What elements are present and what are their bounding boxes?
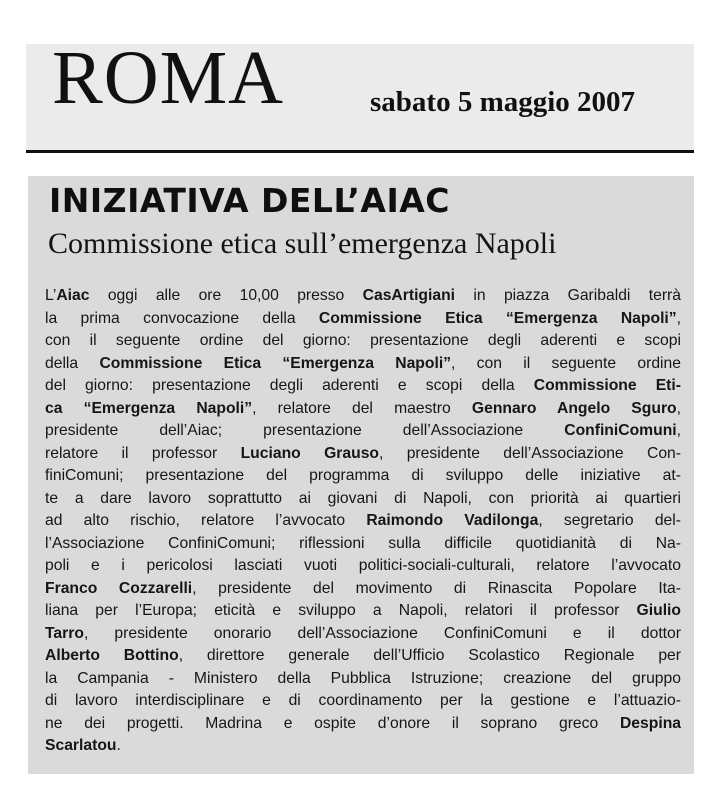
body-line — [45, 285, 681, 308]
body-run: della — [45, 354, 100, 372]
body-line — [45, 668, 681, 691]
body-run-bold: Franco Cozzarelli — [45, 579, 193, 597]
body-run: la prima convocazione della — [45, 309, 319, 327]
body-line — [45, 713, 681, 736]
body-run: oggi alle ore 10,00 presso — [89, 287, 363, 304]
body-line — [45, 735, 681, 758]
body-run-bold: Commissione Etica “Emergenza Napoli” — [318, 309, 677, 327]
body-run: in piazza Garibaldi terrà — [455, 287, 682, 304]
body-line — [45, 488, 681, 511]
body-run: l’Associazione ConfiniComuni; riflessioni sulla difficile quotidianità di Na- — [45, 534, 681, 552]
article-kicker: INIZIATIVA DELL’AIAC — [49, 181, 450, 220]
body-line — [45, 398, 681, 421]
body-run-bold: Aiac — [56, 287, 90, 304]
body-line — [45, 600, 681, 623]
body-run: , presidente del movimento di Rinascita Popolare Ita- — [192, 579, 681, 597]
body-line — [45, 645, 681, 668]
article-body — [45, 285, 681, 758]
body-run-bold: Commissione Etica “Emergenza Napoli” — [99, 354, 452, 372]
body-run: . — [116, 737, 121, 754]
body-line — [45, 443, 681, 466]
body-run-bold: Tarro — [45, 624, 84, 642]
body-run-bold: Commissione Eti- — [533, 377, 681, 394]
body-run-bold: Gennaro Angelo Sguro — [471, 399, 677, 417]
body-run-bold: Luciano Grauso — [240, 444, 379, 462]
body-run-bold: Despina — [619, 714, 681, 732]
body-run: liana per l’Europa; eticità e sviluppo a Napoli, relatori il professor — [45, 602, 637, 619]
body-line — [45, 465, 681, 488]
body-run: , presidente dell’Associazione Con- — [379, 444, 681, 462]
body-run: , — [676, 309, 681, 327]
body-run: poli e i pericolosi lasciati vuoti politici-sociali-culturali, relatore l’avvocato — [45, 557, 681, 574]
body-line — [45, 375, 681, 398]
masthead-rule — [26, 150, 694, 153]
body-run: presidente dell’Aiac; presentazione dell’Associazione — [45, 422, 565, 439]
body-run: , direttore generale dell’Ufficio Scolastico Regionale per — [178, 647, 682, 664]
body-run-bold: CasArtigiani — [362, 287, 456, 304]
body-line — [45, 690, 681, 713]
body-run: , — [676, 399, 681, 417]
issue-date: sabato 5 maggio 2007 — [370, 86, 636, 118]
body-run-bold: Giulio — [636, 602, 681, 619]
body-run: , presidente onorario dell’Associazione ConfiniComuni e il dottor — [83, 624, 681, 642]
newspaper-name: ROMA — [52, 36, 285, 120]
body-run: la Campania - Ministero della Pubblica Istruzione; creazione del gruppo — [45, 669, 681, 687]
body-run: te a dare lavoro soprattutto ai giovani di Napoli, con priorità ai quartieri — [45, 489, 681, 507]
body-run: ad alto rischio, relatore l’avvocato — [45, 512, 367, 529]
body-run: L’ — [45, 287, 57, 304]
body-line — [45, 533, 681, 556]
body-line — [45, 353, 681, 376]
body-run: , relatore del maestro — [252, 399, 472, 417]
article-headline: Commissione etica sull’emergenza Napoli — [48, 227, 557, 260]
body-line — [45, 555, 681, 578]
body-run-bold: Scarlatou — [45, 737, 117, 754]
body-run: , segretario del- — [538, 512, 681, 529]
body-run: finiComuni; presentazione del programma di sviluppo delle iniziative at- — [45, 467, 681, 484]
body-run: , — [676, 422, 681, 439]
body-run-bold: ca “Emergenza Napoli” — [45, 399, 253, 417]
body-run-bold: ConfiniComuni — [564, 422, 677, 439]
body-run-bold: Alberto Bottino — [45, 647, 179, 664]
body-line — [45, 623, 681, 646]
body-run: ne dei progetti. Madrina e ospite d’onore il soprano greco — [45, 714, 620, 732]
body-run: , con il seguente ordine — [451, 354, 681, 372]
body-line — [45, 578, 681, 601]
body-run: del giorno: presentazione degli aderenti e scopi della — [45, 377, 534, 394]
body-run: relatore il professor — [45, 444, 241, 462]
body-run: con il seguente ordine del giorno: presentazione degli aderenti e scopi — [45, 332, 681, 349]
body-run-bold: Raimondo Vadilonga — [366, 512, 539, 529]
body-line — [45, 420, 681, 443]
body-line — [45, 510, 681, 533]
body-line — [45, 308, 681, 331]
body-run: di lavoro interdisciplinare e di coordinamento per la gestione e l’attuazio- — [45, 692, 681, 709]
body-line — [45, 330, 681, 353]
